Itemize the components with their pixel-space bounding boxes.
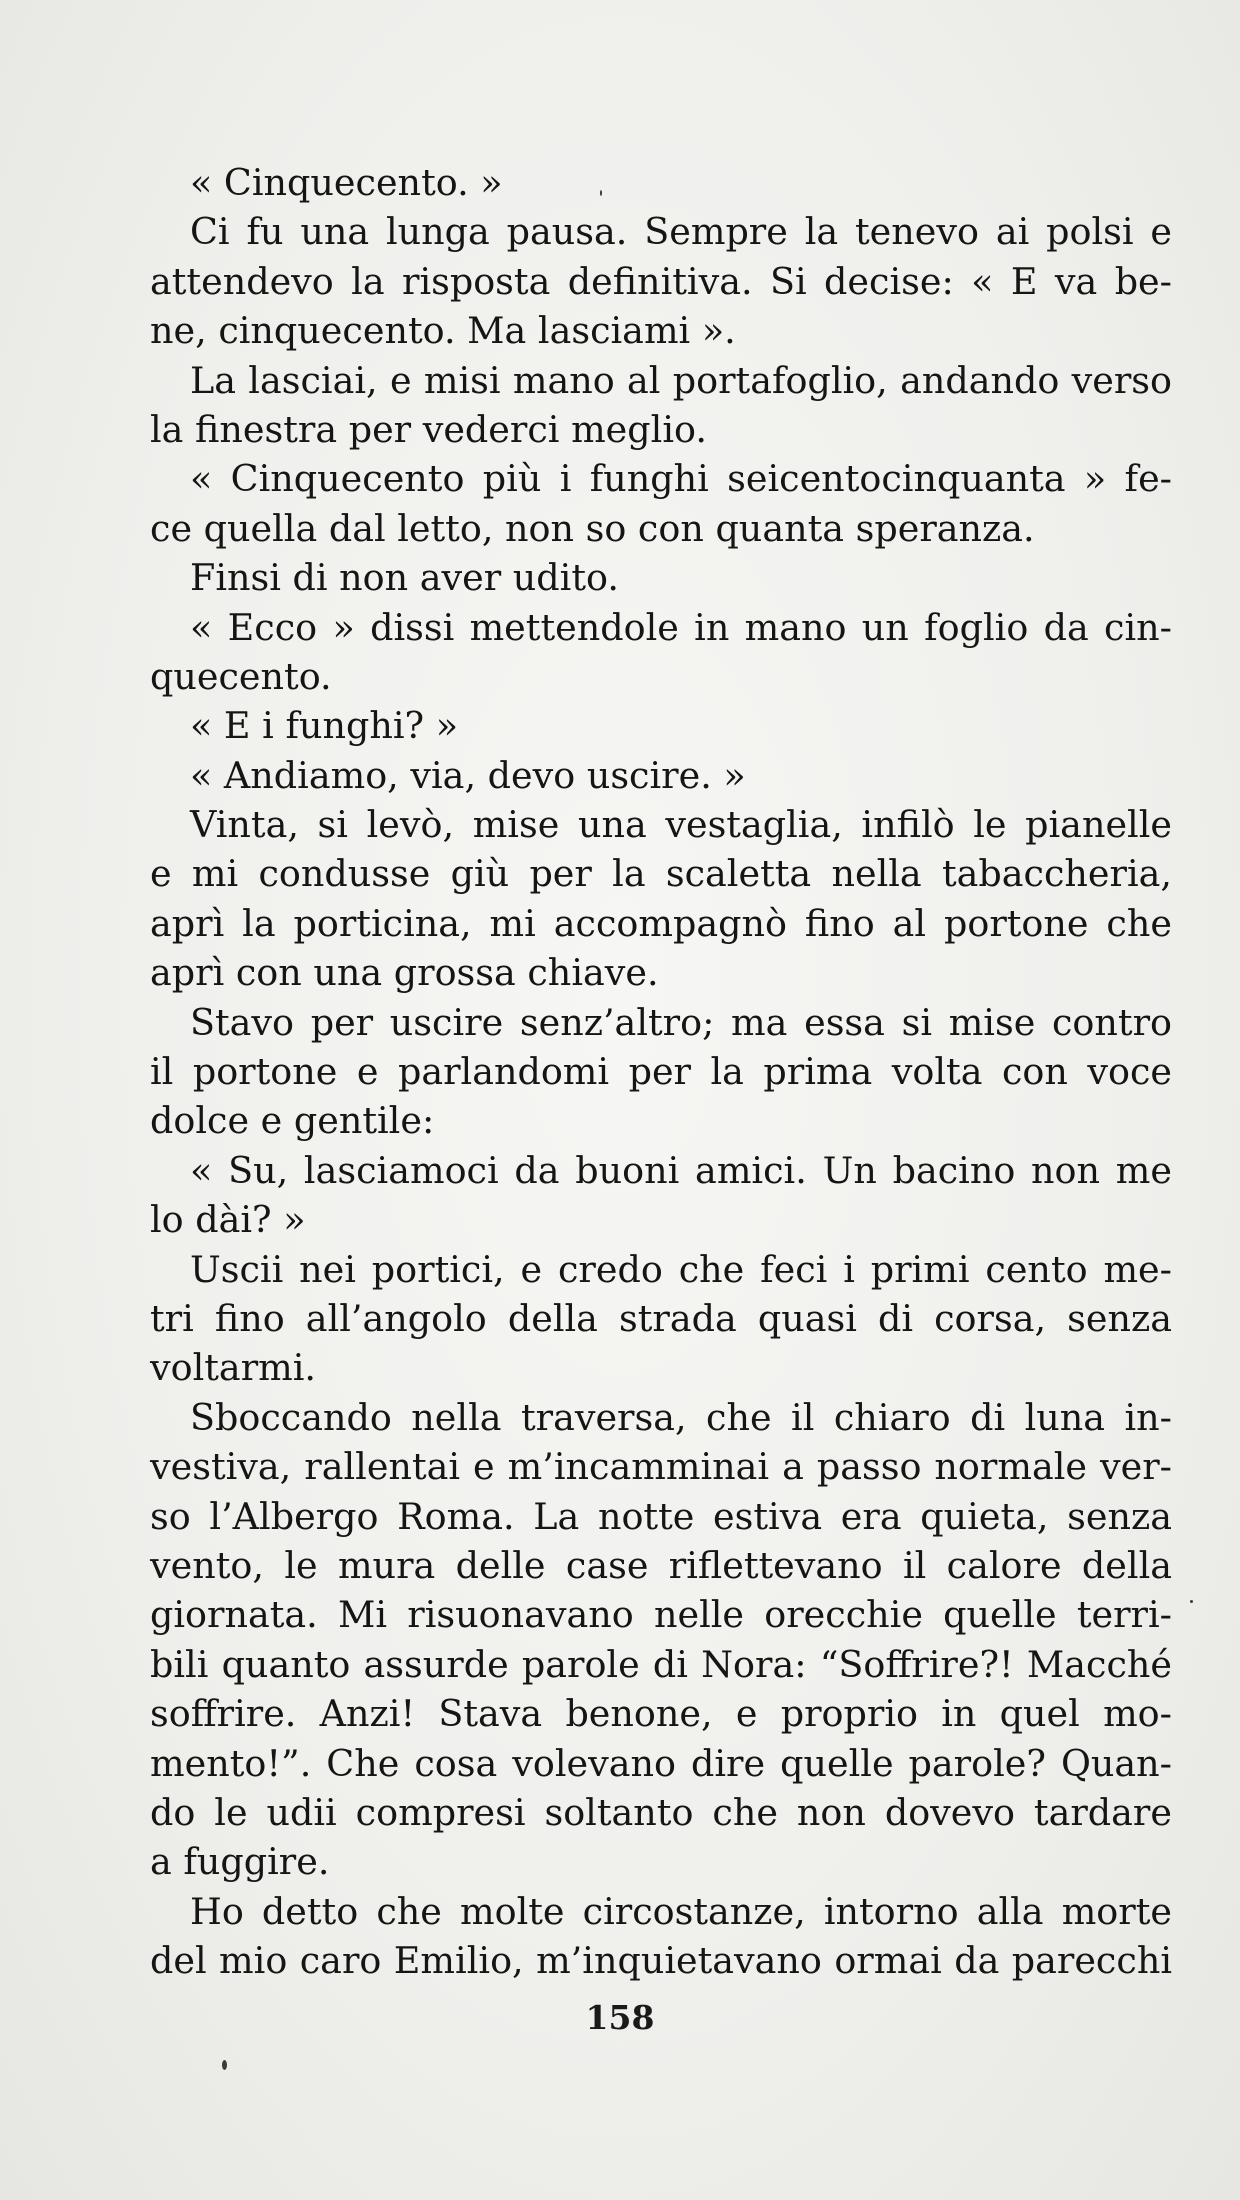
page-number: 158	[585, 1998, 655, 2037]
text-line: voltarmi.	[150, 1346, 317, 1390]
text-line: Stavo per uscire senz’altro; ma essa si mise contro	[190, 1000, 1172, 1044]
text-line: La lasciai, e misi mano al portafoglio, andando verso	[190, 358, 1172, 402]
text-line: « Cinquecento più i funghi seicentocinquanta » fe-	[190, 457, 1172, 501]
text-line: Uscii nei portici, e credo che feci i primi cento me-	[190, 1247, 1172, 1291]
text-line: Finsi di non aver udito.	[190, 556, 619, 600]
text-line: Ci fu una lunga pausa. Sempre la tenevo ai polsi e	[190, 210, 1172, 254]
paper-speck	[222, 2060, 227, 2070]
text-line: Vinta, si levò, mise una vestaglia, infilò le pianelle	[190, 803, 1172, 847]
text-line: « Su, lasciamoci da buoni amici. Un bacino non me	[190, 1148, 1172, 1192]
body-text	[150, 158, 1172, 1985]
text-line: soffrire. Anzi! Stava benone, e proprio in quel mo-	[150, 1692, 1172, 1736]
text-line: il portone e parlandomi per la prima volta con voce	[150, 1050, 1172, 1094]
text-line: ce quella dal letto, non so con quanta speranza.	[150, 506, 1035, 550]
text-line: mento!”. Che cosa volevano dire quelle parole? Quan-	[150, 1741, 1172, 1785]
text-line: attendevo la risposta definitiva. Si decise: « E va be-	[150, 259, 1172, 303]
text-line: bili quanto assurde parole di Nora: “Soffrire?! Macché	[150, 1642, 1172, 1686]
text-line: aprì la porticina, mi accompagnò fino al portone che	[150, 901, 1172, 945]
paper-speck	[1190, 1600, 1193, 1603]
text-line: Sboccando nella traversa, che il chiaro di luna in-	[190, 1395, 1172, 1439]
text-line: Ho detto che molte circostanze, intorno alla morte	[190, 1889, 1172, 1933]
text-line: aprì con una grossa chiave.	[150, 951, 659, 995]
text-line: « E i funghi? »	[190, 704, 459, 748]
text-line: la finestra per vederci meglio.	[150, 407, 707, 451]
text-line: e mi condusse giù per la scaletta nella tabaccheria,	[150, 852, 1172, 896]
text-line: dolce e gentile:	[150, 1099, 435, 1143]
text-line: so l’Albergo Roma. La notte estiva era quieta, senza	[150, 1494, 1172, 1538]
text-line: ne, cinquecento. Ma lasciami ».	[150, 309, 736, 353]
text-line: quecento.	[150, 654, 332, 698]
text-line: vestiva, rallentai e m’incamminai a passo normale ver-	[150, 1445, 1172, 1489]
text-line: lo dài? »	[150, 1198, 306, 1242]
text-line: « Ecco » dissi mettendole in mano un foglio da cin-	[190, 605, 1172, 649]
text-line: del mio caro Emilio, m’inquietavano ormai da parecchi	[150, 1939, 1172, 1983]
text-line: « Andiamo, via, devo uscire. »	[190, 753, 746, 797]
text-line: do le udii compresi soltanto che non dovevo tardare	[150, 1790, 1172, 1834]
text-line: tri fino all’angolo della strada quasi di corsa, senza	[150, 1296, 1172, 1340]
text-line: giornata. Mi risuonavano nelle orecchie quelle terri-	[150, 1593, 1172, 1637]
paper-speck	[600, 190, 602, 196]
text-line: vento, le mura delle case riflettevano il calore della	[150, 1543, 1172, 1587]
text-line: « Cinquecento. »	[190, 161, 503, 204]
text-line: a fuggire.	[150, 1840, 330, 1884]
